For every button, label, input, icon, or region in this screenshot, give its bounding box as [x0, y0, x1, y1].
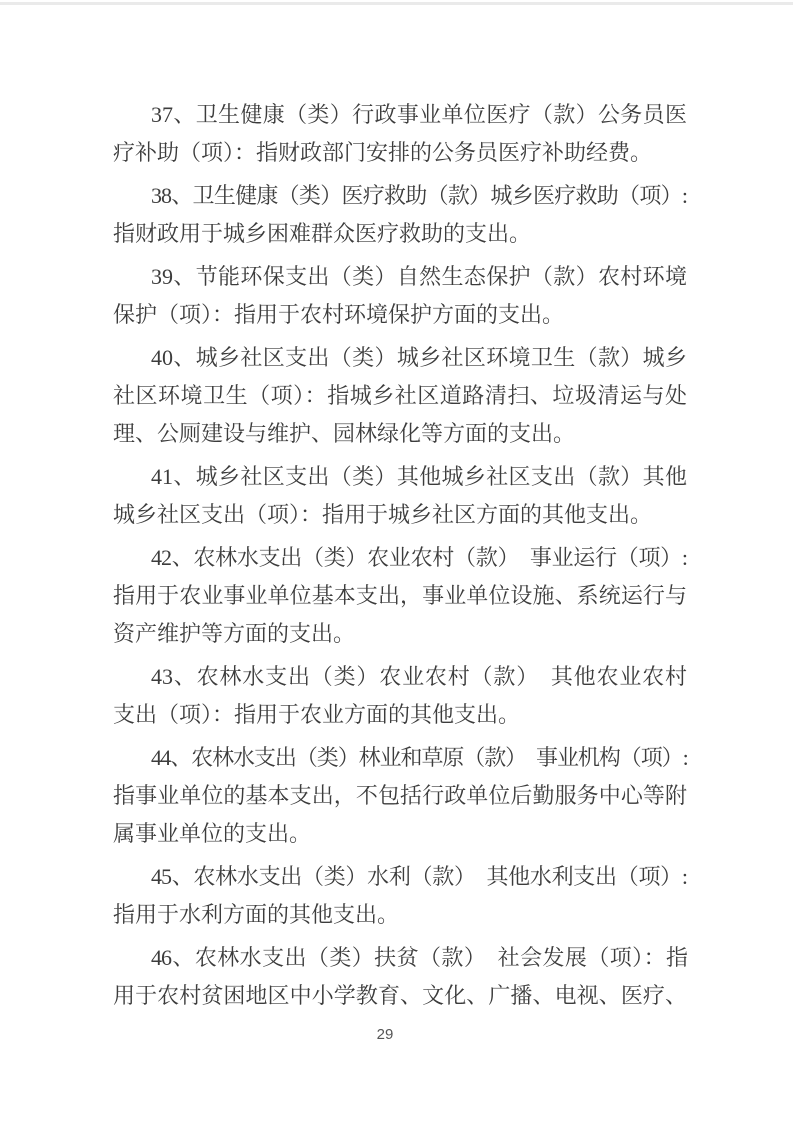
page-number: 29 — [376, 1026, 394, 1043]
clause-42 — [113, 539, 687, 653]
text-line: 指用于农业事业单位基本支出，事业单位设施、系统运行与 — [113, 583, 687, 608]
clause-38 — [113, 177, 687, 253]
text-line: 37、卫生健康（类）行政事业单位医疗（款）公务员医 — [151, 102, 687, 127]
page-body — [113, 96, 687, 1015]
clause-41 — [113, 458, 687, 534]
text-line: 39、节能环保支出（类）自然生态保护（款）农村环境 — [151, 264, 687, 289]
text-line: 用于农村贫困地区中小学教育、文化、广播、电视、医疗、 — [113, 983, 687, 1008]
text-line: 属事业单位的支出。 — [113, 821, 312, 846]
text-line: 指用于水利方面的其他支出。 — [113, 902, 400, 927]
text-line: 资产维护等方面的支出。 — [113, 621, 356, 646]
clause-40 — [113, 339, 687, 453]
text-line: 42、农林水支出（类）农业农村（款） 事业运行（项）: — [151, 545, 687, 570]
text-line: 疗补助（项）：指财政部门安排的公务员医疗补助经费。 — [113, 140, 653, 165]
scan-edge-artifact — [0, 2, 793, 5]
clause-45 — [113, 858, 687, 934]
text-line: 城乡社区支出（项）：指用于城乡社区方面的其他支出。 — [113, 502, 653, 527]
text-line: 指事业单位的基本支出，不包括行政单位后勤服务中心等附 — [113, 783, 687, 808]
clause-39 — [113, 258, 687, 334]
clause-46 — [113, 939, 687, 1015]
text-line: 40、城乡社区支出（类）城乡社区环境卫生（款）城乡 — [151, 345, 687, 370]
text-line: 保护（项）：指用于农村环境保护方面的支出。 — [113, 302, 565, 327]
text-line: 43、农林水支出（类）农业农村（款） 其他农业农村 — [151, 664, 687, 689]
text-line: 45、农林水支出（类）水利（款） 其他水利支出（项）: — [151, 864, 687, 889]
text-line: 46、农林水支出（类）扶贫（款） 社会发展（项）：指 — [151, 945, 687, 970]
text-line: 支出（项）：指用于农业方面的其他支出。 — [113, 702, 521, 727]
text-line: 社区环境卫生（项）：指城乡社区道路清扫、垃圾清运与处 — [113, 383, 687, 408]
text-line: 44、农林水支出（类）林业和草原（款） 事业机构（项）: — [151, 745, 687, 770]
text-line: 38、卫生健康（类）医疗救助（款）城乡医疗救助（项）: — [151, 183, 687, 208]
clause-44 — [113, 739, 687, 853]
clause-37 — [113, 96, 687, 172]
clause-43 — [113, 658, 687, 734]
text-line: 理、公厕建设与维护、园林绿化等方面的支出。 — [113, 421, 576, 446]
text-line: 指财政用于城乡困难群众医疗救助的支出。 — [113, 221, 532, 246]
text-line: 41、城乡社区支出（类）其他城乡社区支出（款）其他 — [151, 464, 687, 489]
